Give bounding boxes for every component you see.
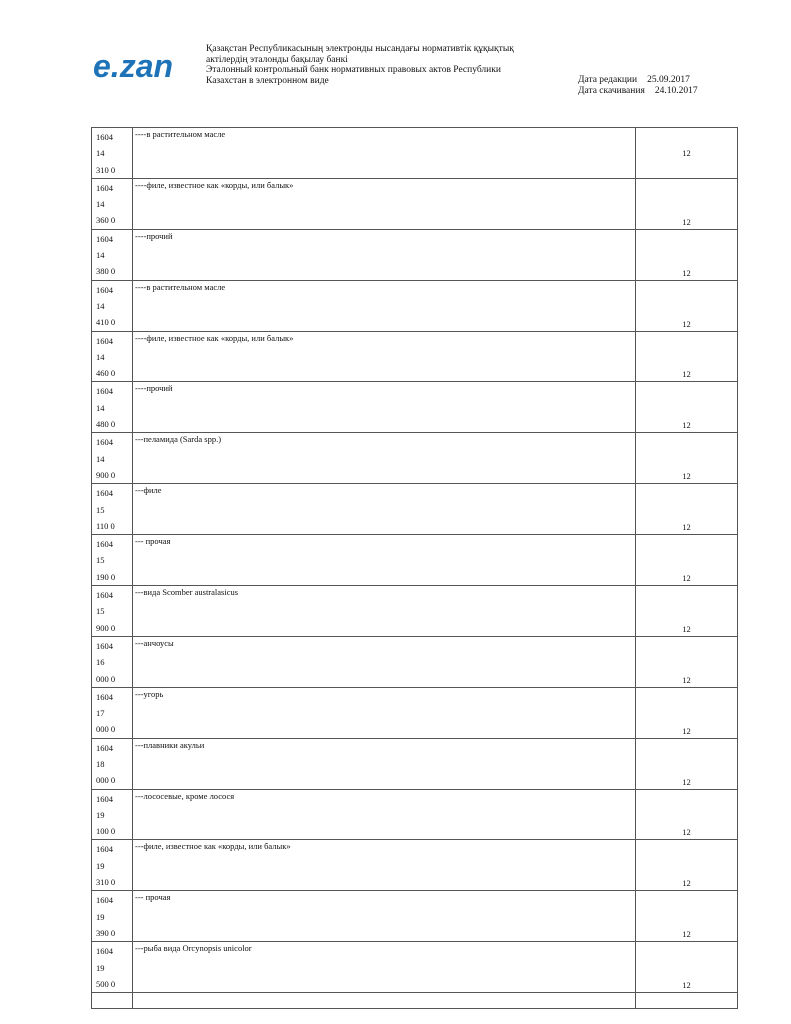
commodity-code bbox=[92, 942, 132, 992]
commodity-description: ----в растительном масле bbox=[135, 281, 226, 292]
commodity-description: --- прочая bbox=[135, 892, 171, 903]
code-part: 1604 bbox=[96, 488, 113, 499]
code-part: 14 bbox=[96, 453, 105, 464]
header-dates bbox=[578, 75, 698, 97]
code-part: 1604 bbox=[96, 233, 113, 244]
description-cell bbox=[133, 178, 636, 229]
description-cell bbox=[133, 280, 636, 331]
edition-label: Дата редакции bbox=[578, 75, 638, 85]
table-row bbox=[92, 789, 738, 840]
description-cell bbox=[133, 789, 636, 840]
table-row bbox=[92, 128, 738, 179]
commodity-description: ---пеламида (Sarda spp.) bbox=[135, 434, 222, 445]
code-part: 360 0 bbox=[96, 215, 116, 226]
description-cell bbox=[133, 331, 636, 382]
download-date: 24.10.2017 bbox=[654, 86, 698, 96]
edition-date-line bbox=[578, 75, 698, 86]
description-cell bbox=[133, 891, 636, 942]
rate-cell bbox=[636, 433, 738, 484]
commodity-description: --- прочая bbox=[135, 536, 171, 547]
code-part: 1604 bbox=[96, 132, 113, 142]
duty-rate: 12 bbox=[682, 573, 691, 584]
commodity-code bbox=[92, 382, 132, 432]
duty-rate: 12 bbox=[682, 318, 691, 329]
code-cell bbox=[92, 687, 133, 738]
code-part: 1604 bbox=[96, 539, 113, 550]
table-row bbox=[92, 229, 738, 280]
code-cell bbox=[92, 789, 133, 840]
table-row bbox=[92, 586, 738, 637]
rate-cell bbox=[636, 280, 738, 331]
code-part: 1604 bbox=[96, 946, 113, 957]
commodity-code bbox=[92, 688, 132, 738]
duty-rate: 12 bbox=[682, 216, 691, 227]
commodity-description: ---вида Scomber australasicus bbox=[135, 587, 239, 598]
duty-rate: 12 bbox=[682, 148, 691, 158]
code-cell bbox=[92, 840, 133, 891]
code-cell bbox=[92, 636, 133, 687]
code-part: 19 bbox=[96, 809, 105, 820]
header-line-kz-1: Қазақстан Республикасының электронды нысандағы нормативтік құқықтық bbox=[206, 44, 514, 54]
code-part: 15 bbox=[96, 606, 105, 617]
table-row-empty bbox=[92, 993, 738, 1009]
code-part: 1604 bbox=[96, 691, 113, 702]
header-title-block bbox=[206, 44, 514, 86]
commodity-description: ---филе bbox=[135, 485, 162, 496]
table-row bbox=[92, 687, 738, 738]
code-part: 14 bbox=[96, 148, 105, 159]
duty-rate: 12 bbox=[682, 267, 691, 278]
code-part: 100 0 bbox=[96, 826, 116, 837]
code-part: 19 bbox=[96, 962, 105, 973]
code-cell bbox=[92, 484, 133, 535]
code-part: 1604 bbox=[96, 590, 113, 601]
duty-rate: 12 bbox=[682, 471, 691, 482]
rate-cell bbox=[636, 331, 738, 382]
description-cell bbox=[133, 636, 636, 687]
rate-cell bbox=[636, 382, 738, 433]
empty-cell bbox=[636, 993, 738, 1009]
code-part: 480 0 bbox=[96, 419, 116, 430]
code-part: 14 bbox=[96, 250, 105, 261]
code-part: 380 0 bbox=[96, 266, 116, 277]
code-part: 15 bbox=[96, 504, 105, 515]
description-cell bbox=[133, 433, 636, 484]
code-part: 1604 bbox=[96, 895, 113, 906]
duty-rate: 12 bbox=[682, 827, 691, 838]
commodity-code bbox=[92, 281, 132, 331]
code-part: 1604 bbox=[96, 742, 113, 753]
duty-rate: 12 bbox=[682, 878, 691, 889]
code-part: 900 0 bbox=[96, 469, 116, 480]
description-cell bbox=[133, 840, 636, 891]
code-part: 14 bbox=[96, 402, 105, 413]
commodity-code bbox=[92, 433, 132, 483]
commodity-description: ---угорь bbox=[135, 688, 164, 699]
rate-cell bbox=[636, 484, 738, 535]
description-cell bbox=[133, 687, 636, 738]
code-part: 1604 bbox=[96, 335, 113, 346]
table-row bbox=[92, 840, 738, 891]
code-part: 410 0 bbox=[96, 317, 116, 328]
empty-cell bbox=[92, 993, 133, 1009]
description-cell bbox=[133, 535, 636, 586]
duty-rate: 12 bbox=[682, 369, 691, 380]
duty-rate: 12 bbox=[682, 929, 691, 940]
commodity-code bbox=[92, 332, 132, 382]
code-cell bbox=[92, 942, 133, 993]
code-cell bbox=[92, 891, 133, 942]
rate-cell bbox=[636, 738, 738, 789]
rate-cell bbox=[636, 789, 738, 840]
description-cell bbox=[133, 229, 636, 280]
ezan-logo: e.zan bbox=[93, 48, 174, 84]
duty-rate: 12 bbox=[682, 980, 691, 991]
code-part: 1604 bbox=[96, 386, 113, 397]
commodity-code bbox=[92, 586, 132, 636]
code-part: 190 0 bbox=[96, 571, 116, 582]
empty-cell bbox=[133, 993, 636, 1009]
code-cell bbox=[92, 382, 133, 433]
code-part: 14 bbox=[96, 199, 105, 210]
download-label: Дата скачивания bbox=[578, 86, 645, 96]
description-cell bbox=[133, 382, 636, 433]
rate-cell bbox=[636, 942, 738, 993]
code-part: 1604 bbox=[96, 844, 113, 855]
rate-cell bbox=[636, 891, 738, 942]
commodity-code bbox=[92, 535, 132, 585]
table-row bbox=[92, 382, 738, 433]
code-part: 18 bbox=[96, 758, 105, 769]
code-cell bbox=[92, 128, 133, 179]
description-cell bbox=[133, 128, 636, 179]
code-part: 1604 bbox=[96, 182, 113, 193]
table-row bbox=[92, 331, 738, 382]
tariff-table bbox=[91, 127, 738, 1009]
header-line-kz-2: актілердің эталонды бақылау банкі bbox=[206, 54, 348, 65]
code-part: 1604 bbox=[96, 284, 113, 295]
commodity-description: ---анчоусы bbox=[135, 637, 174, 648]
table-row bbox=[92, 433, 738, 484]
code-cell bbox=[92, 229, 133, 280]
duty-rate: 12 bbox=[682, 776, 691, 787]
rate-cell bbox=[636, 687, 738, 738]
table-row bbox=[92, 178, 738, 229]
code-cell bbox=[92, 738, 133, 789]
code-part: 000 0 bbox=[96, 724, 116, 735]
duty-rate: 12 bbox=[682, 623, 691, 634]
code-part: 310 0 bbox=[96, 877, 116, 888]
duty-rate: 12 bbox=[682, 674, 691, 685]
commodity-code bbox=[92, 637, 132, 687]
rate-cell bbox=[636, 636, 738, 687]
description-cell bbox=[133, 586, 636, 637]
commodity-description: ----филе, известное как «корды, или балык» bbox=[135, 179, 294, 190]
table-row bbox=[92, 484, 738, 535]
description-cell bbox=[133, 738, 636, 789]
commodity-description: ---плавники акульи bbox=[135, 739, 205, 750]
code-part: 17 bbox=[96, 708, 105, 719]
code-part: 000 0 bbox=[96, 673, 116, 684]
code-cell bbox=[92, 280, 133, 331]
description-cell bbox=[133, 942, 636, 993]
code-part: 900 0 bbox=[96, 622, 116, 633]
code-cell bbox=[92, 331, 133, 382]
code-part: 1604 bbox=[96, 793, 113, 804]
header-line-ru-1: Эталонный контрольный банк нормативных правовых актов Республики bbox=[206, 65, 501, 75]
header-line-ru-2: Казахстан в электронном виде bbox=[206, 75, 329, 86]
rate-cell bbox=[636, 840, 738, 891]
duty-rate: 12 bbox=[682, 420, 691, 431]
commodity-code bbox=[92, 128, 132, 178]
code-part: 14 bbox=[96, 300, 105, 311]
code-part: 460 0 bbox=[96, 368, 116, 379]
commodity-description: ---рыба вида Orcynopsis unicolor bbox=[135, 943, 252, 954]
code-cell bbox=[92, 535, 133, 586]
code-part: 15 bbox=[96, 555, 105, 566]
code-cell bbox=[92, 178, 133, 229]
code-part: 310 0 bbox=[96, 164, 116, 175]
code-part: 14 bbox=[96, 351, 105, 362]
code-part: 16 bbox=[96, 657, 105, 668]
rate-cell bbox=[636, 586, 738, 637]
commodity-description: ----прочий bbox=[135, 383, 173, 394]
table-row bbox=[92, 535, 738, 586]
code-part: 1604 bbox=[96, 640, 113, 651]
rate-cell bbox=[636, 535, 738, 586]
code-cell bbox=[92, 586, 133, 637]
rate-cell bbox=[636, 128, 738, 179]
tariff-table-body bbox=[92, 128, 738, 1009]
commodity-code bbox=[92, 790, 132, 840]
code-part: 1604 bbox=[96, 437, 113, 448]
commodity-code bbox=[92, 891, 132, 941]
code-part: 390 0 bbox=[96, 927, 116, 938]
commodity-description: ----в растительном масле bbox=[135, 129, 226, 139]
code-part: 500 0 bbox=[96, 978, 116, 989]
table-row bbox=[92, 942, 738, 993]
rate-cell bbox=[636, 178, 738, 229]
commodity-code bbox=[92, 230, 132, 280]
commodity-code bbox=[92, 739, 132, 789]
table-row bbox=[92, 738, 738, 789]
code-part: 19 bbox=[96, 911, 105, 922]
description-cell bbox=[133, 484, 636, 535]
commodity-description: ---филе, известное как «корды, или балык» bbox=[135, 841, 291, 852]
commodity-code bbox=[92, 484, 132, 534]
commodity-code bbox=[92, 840, 132, 890]
table-row bbox=[92, 636, 738, 687]
code-part: 110 0 bbox=[96, 520, 115, 531]
commodity-code bbox=[92, 179, 132, 229]
duty-rate: 12 bbox=[682, 522, 691, 533]
rate-cell bbox=[636, 229, 738, 280]
code-part: 000 0 bbox=[96, 775, 116, 786]
table-row bbox=[92, 891, 738, 942]
download-date-line bbox=[578, 86, 698, 97]
commodity-description: ----филе, известное как «корды, или балык» bbox=[135, 332, 294, 343]
edition-date: 25.09.2017 bbox=[647, 75, 690, 85]
code-part: 19 bbox=[96, 860, 105, 871]
commodity-description: ----прочий bbox=[135, 230, 173, 241]
table-row bbox=[92, 280, 738, 331]
duty-rate: 12 bbox=[682, 725, 691, 736]
code-cell bbox=[92, 433, 133, 484]
commodity-description: ---лососевые, кроме лосося bbox=[135, 790, 235, 801]
